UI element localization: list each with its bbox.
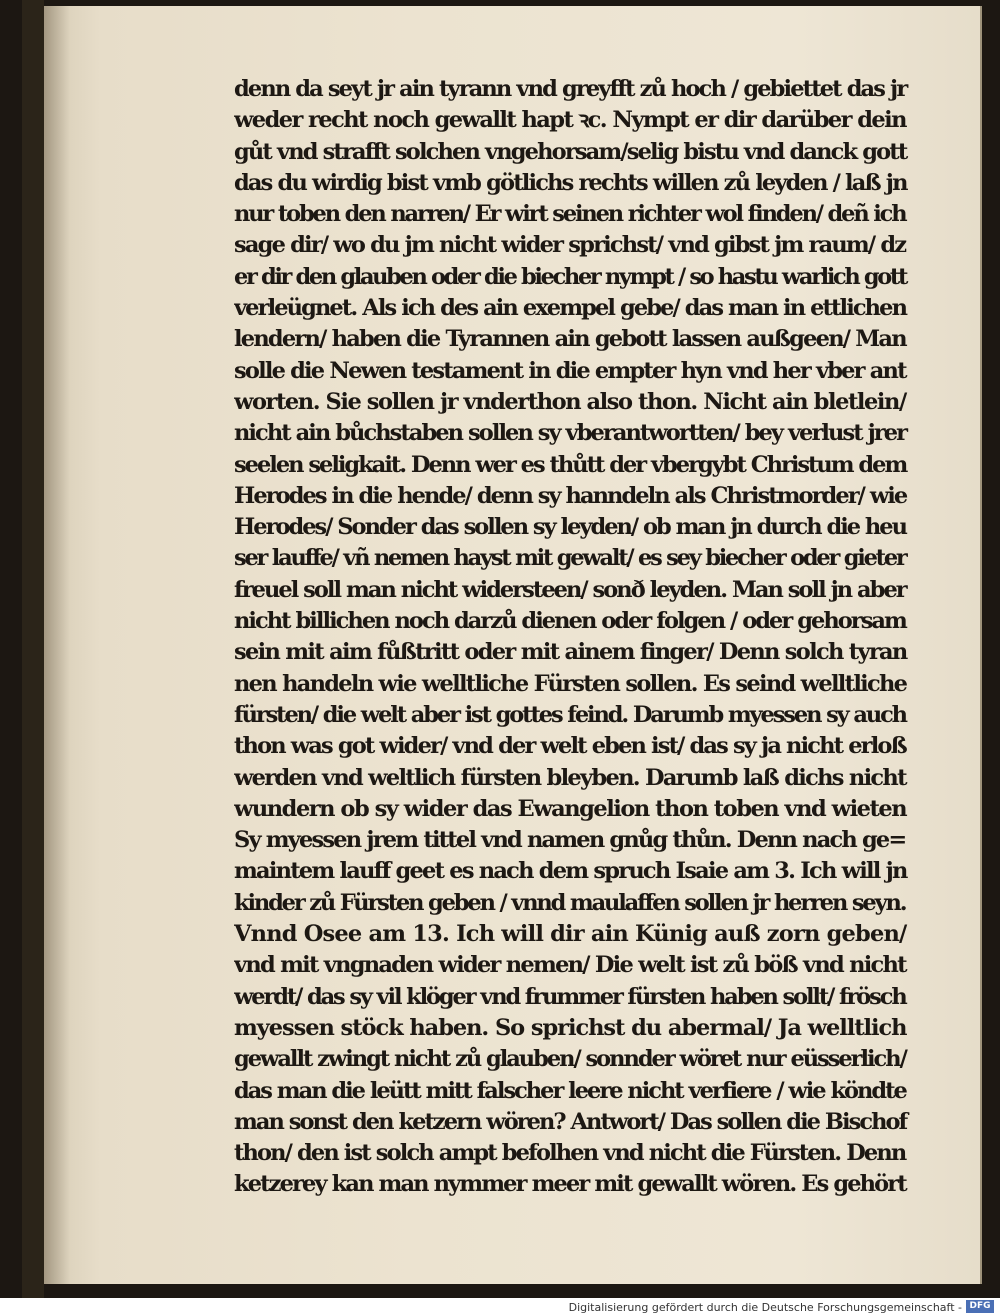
text-line: man sonst den ketzern wören? Antwort/ Das sollen die Bischof [234,1108,907,1135]
page-text-block [234,74,914,1201]
text-line: er dir den glauben oder die biecher nympt / so hastu warlich gott [234,263,907,290]
text-line: Herodes/ Sonder das sollen sy leyden/ ob man jn durch die heu [234,514,906,541]
text-line: Herodes in die hende/ denn sy hanndeln als Christmorder/ wie [234,482,907,509]
footer-bar [0,1298,1000,1316]
text-line: gewallt zwingt nicht zů glauben/ sonnder wöret nur eüsserlich/ [234,1046,906,1073]
text-line: sage dir/ wo du jm nicht wider sprichst/ vnd gibst jm raum/ dz [234,232,906,259]
text-line: solle die Newen testament in die empter hyn vnd her vber ant [234,357,906,384]
text-line: werden vnd weltlich fürsten bleyben. Darumb laß dichs nicht [234,764,906,791]
page-gutter-shadow [44,6,70,1284]
text-line: wundern ob sy wider das Ewangelion thon toben vnd wieten [234,795,907,822]
text-line: werdt/ das sy vil klöger vnd frummer fürsten haben sollt/ frösch [234,983,906,1010]
text-line: myessen stöck haben. So sprichst du abermal/ Ja welltlich [234,1014,907,1041]
text-line: freuel soll man nicht widersteen/ sonð leyden. Man soll jn aber [234,576,906,603]
text-line: nicht ain bůchstaben sollen sy vberantwortten/ bey verlust jrer [234,420,907,447]
text-line: nen handeln wie welltliche Fürsten sollen. Es seind welltliche [234,670,907,697]
text-line: verleügnet. Als ich des ain exempel gebe/ das man in ettlichen [234,295,907,322]
book-edge [22,0,44,1298]
text-line: lendern/ haben die Tyrannen ain gebott lassen außgeen/ Man [234,326,906,353]
text-line: denn da seyt jr ain tyrann vnd greyfft zů hoch / gebiettet das jr [234,76,907,102]
text-line: thon was got wider/ vnd der welt eben ist/ das sy ja nicht erloß [234,733,906,760]
text-line: thon/ den ist solch ampt befolhen vnd nicht die Fürsten. Denn [234,1140,906,1167]
text-line: fürsten/ die welt aber ist gottes feind. Darumb myessen sy auch [234,701,906,728]
text-line: nur toben den narren/ Er wirt seinen richter wol finden/ deñ ich [234,201,906,228]
text-line: nicht billichen noch darzů dienen oder folgen / oder gehorsam [234,608,906,635]
text-line: worten. Sie sollen jr vnderthon also thon. Nicht ain bletlein/ [234,388,906,415]
text-line: maintem lauff geet es nach dem spruch Isaie am 3. Ich will jn [234,858,907,885]
text-line: Sy myessen jrem tittel vnd namen gnůg thůn. Denn nach ge= [234,827,906,854]
text-line: ketzerey kan man nymmer meer mit gewallt wören. Es gehört [234,1171,906,1198]
text-line: gůt vnd strafft solchen vngehorsam/selig bistu vnd danck gott [234,138,907,165]
text-line: weder recht noch gewallt hapt ꝛc. Nympt er dir darüber dein [234,107,906,134]
text-line: kinder zů Fürsten geben / vnnd maulaffen sollen jr herren seyn. [234,889,906,916]
dfg-logo-icon: DFG [966,1300,994,1313]
text-line: das man die leütt mitt falscher leere nicht verfiere / wie köndte [234,1077,906,1104]
text-line: seelen seligkait. Denn wer es thůtt der vbergybt Christum dem [234,451,907,478]
text-line: sein mit aim fůßtritt oder mit ainem finger/ Denn solch tyran [234,639,907,666]
text-line: das du wirdig bist vmb götlichs rechts willen zů leyden / laß jn [234,169,907,196]
text-line: Vnnd Osee am 13. Ich will dir ain Künig auß zorn geben/ [234,921,907,948]
digitization-credit: Digitalisierung gefördert durch die Deutsche Forschungsgemeinschaft - [568,1301,962,1314]
text-line: vnd mit vngnaden wider nemen/ Die welt ist zů böß vnd nicht [234,952,906,979]
text-line: ser lauffe/ vñ nemen hayst mit gewalt/ es sey biecher oder gieter [234,545,906,572]
